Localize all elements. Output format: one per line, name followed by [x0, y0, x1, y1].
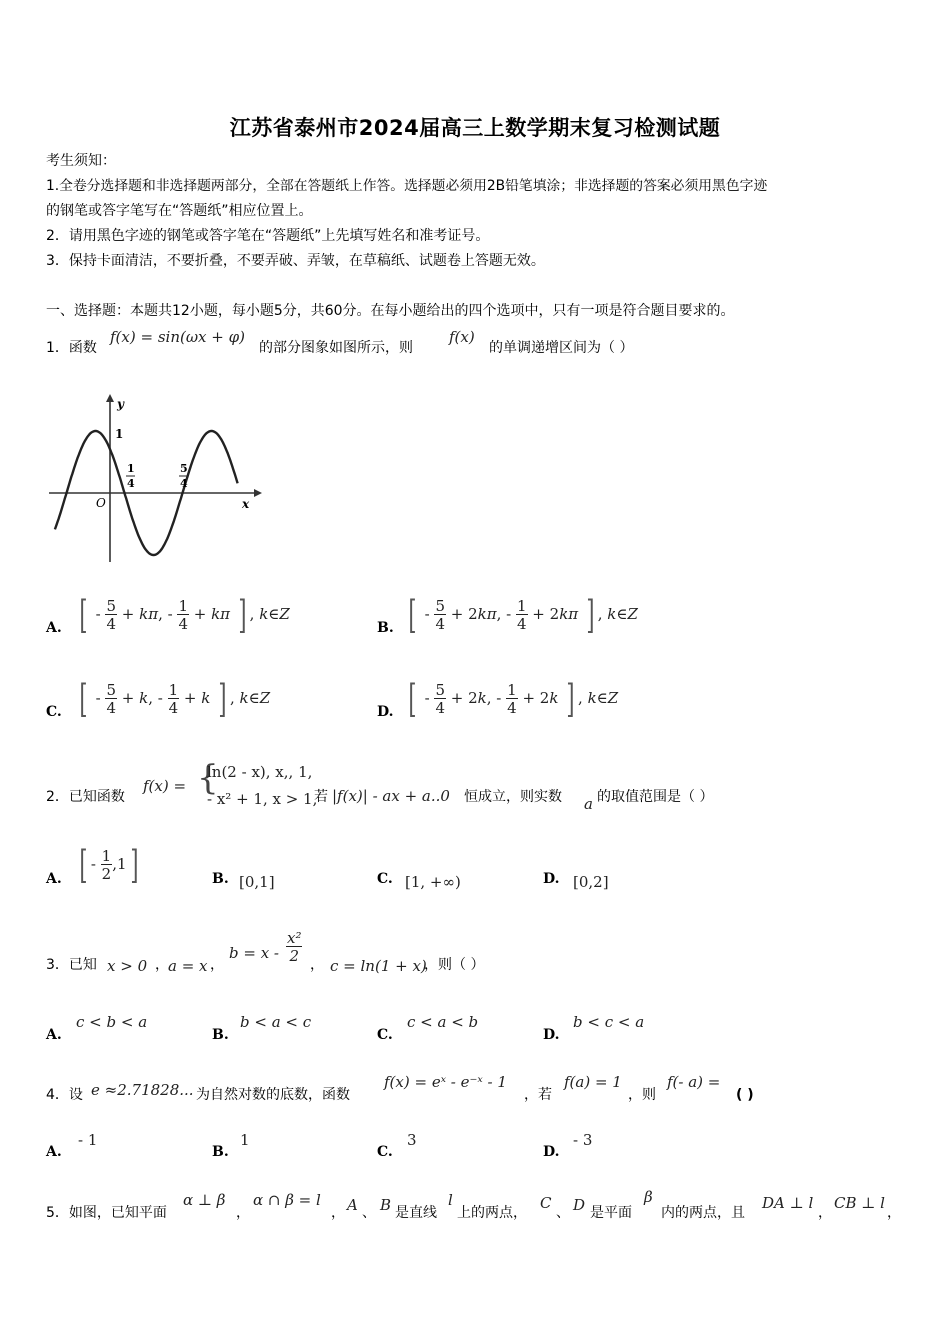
page-title: 江苏省泰州市2024届高三上数学期末复习检测试题 — [229, 116, 721, 140]
q1-fx: f(x) — [449, 328, 475, 346]
q4-mid: 为自然对数的底数，函数 — [196, 1087, 350, 1103]
q5-t2: 上的两点， — [457, 1205, 527, 1221]
q5-t4: 内的两点，且 — [661, 1205, 745, 1221]
q1-option-a-label: A. — [46, 620, 62, 636]
x-axis-arrow-icon — [254, 489, 262, 497]
q4-option-c[interactable]: 3 — [407, 1131, 417, 1149]
q1-suffix: 的单调递增区间为（ ） — [489, 340, 634, 356]
notice-heading: 考生须知： — [46, 153, 116, 169]
q3-cond-3-frac: $\frac{\text{x²}}{2}$ — [287, 929, 302, 965]
q2-var: a — [584, 795, 593, 813]
q2-option-d[interactable]: [0,2] — [573, 873, 609, 891]
q3-cond-3: b = x - — [229, 944, 280, 962]
q2-condition: |f(x)| - ax + a..0 — [332, 787, 450, 805]
q1-mid: 的部分图象如图所示，则 — [259, 340, 413, 356]
y-axis-arrow-icon — [106, 394, 114, 402]
q2-option-b[interactable]: [0,1] — [239, 873, 275, 891]
notice-line-2: 2．请用黑色字迹的钢笔或答字笔在“答题纸”上先填写姓名和准考证号。 — [46, 228, 490, 244]
q3-suffix: ，则（ ） — [424, 957, 485, 973]
q1-option-d-label: D. — [377, 704, 394, 720]
notice-line-3: 3．保持卡面清洁，不要折叠，不要弄破、弄皱，在草稿纸、试题卷上答题无效。 — [46, 253, 545, 269]
q3-prefix: 3．已知 — [46, 957, 97, 973]
y-label: y — [117, 397, 124, 411]
q3-option-c[interactable]: c < a < b — [407, 1013, 479, 1031]
q4-function: f(x) = eˣ - e⁻ˣ - 1 — [384, 1073, 507, 1091]
q2-case-1: ln(2 - x), x,, 1, — [207, 763, 313, 781]
q2-option-d-label: D. — [543, 871, 560, 887]
q2-option-c[interactable]: [1, +∞) — [405, 873, 461, 891]
origin-label: O — [96, 496, 106, 510]
q5-m6: C — [540, 1194, 552, 1212]
q3-cond-4: c = ln(1 + x) — [330, 957, 427, 975]
q3-option-b-label: B. — [212, 1027, 229, 1043]
q4-option-b-label: B. — [212, 1144, 229, 1160]
q5-m10: CB ⊥ l — [834, 1194, 885, 1212]
q2-brace-icon: { — [197, 758, 219, 798]
q4-option-d[interactable]: - 3 — [573, 1131, 593, 1149]
q2-option-b-label: B. — [212, 871, 229, 887]
notice-line-1a: 1.全卷分选择题和非选择题两部分，全部在答题纸上作答。选择题必须用2B铅笔填涂；非选择题的答案必须用黑色字迹 — [46, 178, 768, 194]
q4-condition: f(a) = 1 — [564, 1073, 622, 1091]
notice-line-1b: 的钢笔或答字笔写在“答题纸”相应位置上。 — [46, 203, 313, 219]
q2-case-2: - x² + 1, x > 1, — [207, 790, 318, 808]
q5-m2: α ∩ β = l — [253, 1191, 321, 1209]
q2-suffix-2: 的取值范围是（ ） — [597, 789, 714, 805]
q2-option-c-label: C. — [377, 871, 393, 887]
q3-cond-1: x > 0 — [107, 957, 148, 975]
q1-sine-graph — [44, 392, 266, 567]
tick-five-quarter-num: 5 — [180, 462, 188, 475]
q4-option-a-label: A. — [46, 1144, 62, 1160]
q3-option-a-label: A. — [46, 1027, 62, 1043]
q1-option-a[interactable]: [ - $\frac{5}{4}$ + kπ, - $\frac{1}{4}$ + kπ ] , k∈Z — [79, 593, 290, 637]
q5-prefix: 5．如图，已知平面 — [46, 1205, 167, 1221]
q1-option-c-label: C. — [46, 704, 62, 720]
tick-five-quarter-den: 4 — [180, 477, 188, 490]
tick-quarter-den: 4 — [127, 477, 135, 490]
q4-mid-3: ，则 — [628, 1087, 656, 1103]
q4-option-a[interactable]: - 1 — [78, 1131, 98, 1149]
q1-option-c[interactable]: [ - $\frac{5}{4}$ + k, - $\frac{1}{4}$ + k ] , k∈Z — [79, 677, 271, 721]
q5-t1: 是直线 — [395, 1205, 437, 1221]
q2-prefix: 2．已知函数 — [46, 789, 125, 805]
q5-m7: D — [573, 1196, 586, 1214]
tick-quarter-num: 1 — [127, 462, 135, 475]
q3-option-d-label: D. — [543, 1027, 560, 1043]
q3-option-d[interactable]: b < c < a — [573, 1013, 645, 1031]
q2-suffix: 恒成立，则实数 — [464, 789, 562, 805]
y-one-label: 1 — [115, 427, 124, 441]
q4-prefix: 4．设 — [46, 1087, 83, 1103]
q4-option-b[interactable]: 1 — [240, 1131, 250, 1149]
section-heading: 一、选择题：本题共12小题，每小题5分，共60分。在每小题给出的四个选项中，只有一项是符合题目要求的。 — [46, 303, 735, 319]
q5-m5: l — [448, 1191, 453, 1209]
q4-suffix: ( ) — [736, 1087, 754, 1103]
q1-option-b-label: B. — [377, 620, 394, 636]
q1-function: f(x) = sin(ωx + φ) — [110, 328, 245, 346]
q4-option-c-label: C. — [377, 1144, 393, 1160]
q2-option-a[interactable]: [ - $\frac{1}{2}$ ,1] — [79, 843, 139, 887]
q4-option-d-label: D. — [543, 1144, 560, 1160]
q2-option-a-label: A. — [46, 871, 62, 887]
q4-e-value: e ≈2.71828... — [91, 1081, 194, 1099]
q3-option-a[interactable]: c < b < a — [76, 1013, 148, 1031]
x-label: x — [242, 497, 250, 511]
q3-option-b[interactable]: b < a < c — [240, 1013, 312, 1031]
q2-fx: f(x) = — [143, 777, 187, 795]
q4-mid-2: ，若 — [524, 1087, 552, 1103]
q2-mid: 若 — [314, 789, 328, 805]
q5-m4: B — [380, 1196, 392, 1214]
q5-m8: β — [644, 1188, 653, 1206]
q3-cond-2: a = x — [168, 957, 208, 975]
q5-m9: DA ⊥ l — [762, 1194, 814, 1212]
q1-prefix: 1．函数 — [46, 340, 97, 356]
q5-m1: α ⊥ β — [183, 1191, 226, 1209]
q1-option-b[interactable]: [ - $\frac{5}{4}$ + 2kπ, - $\frac{1}{4}$ + 2kπ ] , k∈Z — [408, 593, 638, 637]
q1-option-d[interactable]: [ - $\frac{5}{4}$ + 2k, - $\frac{1}{4}$ + 2k ] , k∈Z — [408, 677, 619, 721]
q5-m3: A — [347, 1196, 358, 1214]
q5-t3: 是平面 — [590, 1205, 632, 1221]
q3-option-c-label: C. — [377, 1027, 393, 1043]
q4-ask: f(- a) = — [667, 1073, 721, 1091]
